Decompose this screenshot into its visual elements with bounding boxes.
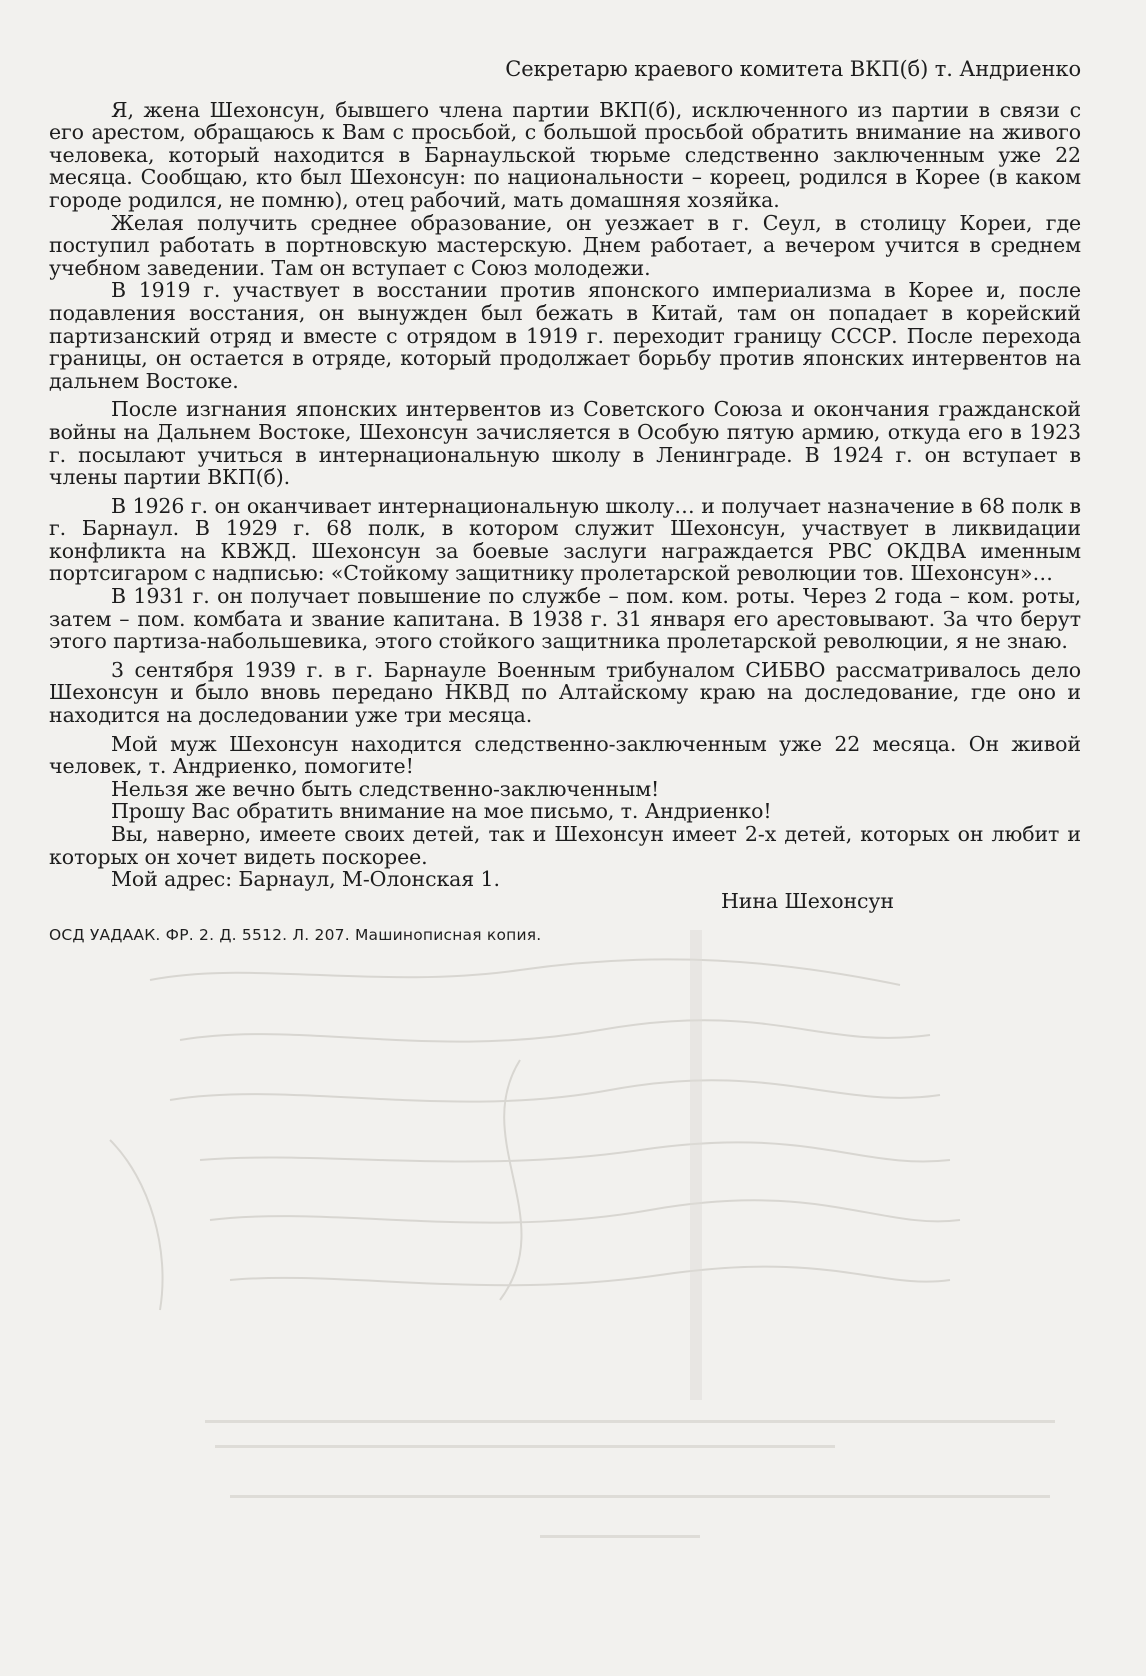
archival-source-note: ОСД УАДААК. ФР. 2. Д. 5512. Л. 207. Машинописная копия. bbox=[49, 926, 542, 944]
closing bbox=[49, 868, 1081, 914]
paragraph: В 1919 г. участвует в восстании против японского империализма в Корее и, после подавления восстания, он вынужден был бежать в Китай, там он попадает в корейский партизанский отряд и вместе с отрядом в 1919 г. переходит границу СССР. После перехода границы, он остается в отряде, который продолжает борьбу против японских интервентов на дальнем Востоке. bbox=[49, 278, 1081, 393]
paragraph: В 1926 г. он оканчивает интернациональную школу… и получает назначение в 68 полк в г. Барнаул. В 1929 г. 68 полк, в котором служит Шехонсун, участвует в ликвидации конфликта на КВЖД. Шехонсун за боевые заслуги награждается РВС ОКДВА именным портсигаром с надписью: «Стойкому защитнику пролетарской революции тов. Шехонсун»… bbox=[49, 493, 1081, 586]
signature: Нина Шехонсун bbox=[721, 889, 894, 914]
paragraph: Мой муж Шехонсун находится следственно-заключенным уже 22 месяца. Он живой человек, т. Андриенко, помогите! bbox=[49, 731, 1081, 779]
paragraph: Желая получить среднее образование, он уезжает в г. Сеул, в столицу Кореи, где поступил работать в портновскую мастерскую. Днем работает, а вечером учится в среднем учебном заведении. Там он вступает с Союз молодежи. bbox=[49, 210, 1081, 280]
paragraph: Нельзя же вечно быть следственно-заключенным! bbox=[111, 776, 660, 801]
letter bbox=[49, 58, 1081, 914]
paragraph: Прошу Вас обратить внимание на мое письмо, т. Андриенко! bbox=[111, 799, 772, 824]
paragraph: После изгнания японских интервентов из Советского Союза и окончания гражданской войны на Дальнем Востоке, Шехонсун зачисляется в Особую пятую армию, откуда его в 1923 г. посылают учиться в интернациональную школу в Ленинграде. В 1924 г. он вступает в члены партии ВКП(б). bbox=[49, 397, 1081, 490]
paragraph: Вы, наверно, имеете своих детей, так и Шехонсун имеет 2-х детей, которых он любит и которых он хочет видеть поскорее. bbox=[49, 822, 1081, 869]
paragraph: Я, жена Шехонсун, бывшего члена партии ВКП(б), исключенного из партии в связи с его арестом, обращаюсь к Вам с просьбой, с большой просьбой обратить внимание на живого человека, который находится в Барнаульской тюрьме следственно заключенным уже 22 месяца. Сообщаю, кто был Шехонсун: по национальности – кореец, родился в Корее (в каком городе родился, не помню), отец рабочий, мать домашняя хозяйка. bbox=[49, 97, 1081, 212]
paragraph: 3 сентября 1939 г. в г. Барнауле Военным трибуналом СИБВО рассматривалось дело Шехонсун и было вновь передано НКВД по Алтайскому краю на доследование, где оно и находится на доследовании уже три месяца. bbox=[49, 657, 1081, 728]
addressee: Секретарю краевого комитета ВКП(б) т. Андриенко bbox=[505, 57, 1081, 81]
paragraph: В 1931 г. он получает повышение по службе – пом. ком. роты. Через 2 года – ком. роты, затем – пом. комбата и звание капитана. В 1938 г. 31 января его арестовывают. За что берут этого партиза-набольшевика, этого стойкого защитника пролетарской революции, я не знаю. bbox=[49, 584, 1081, 654]
sender-address: Мой адрес: Барнаул, М-Олонская 1. bbox=[111, 867, 500, 892]
